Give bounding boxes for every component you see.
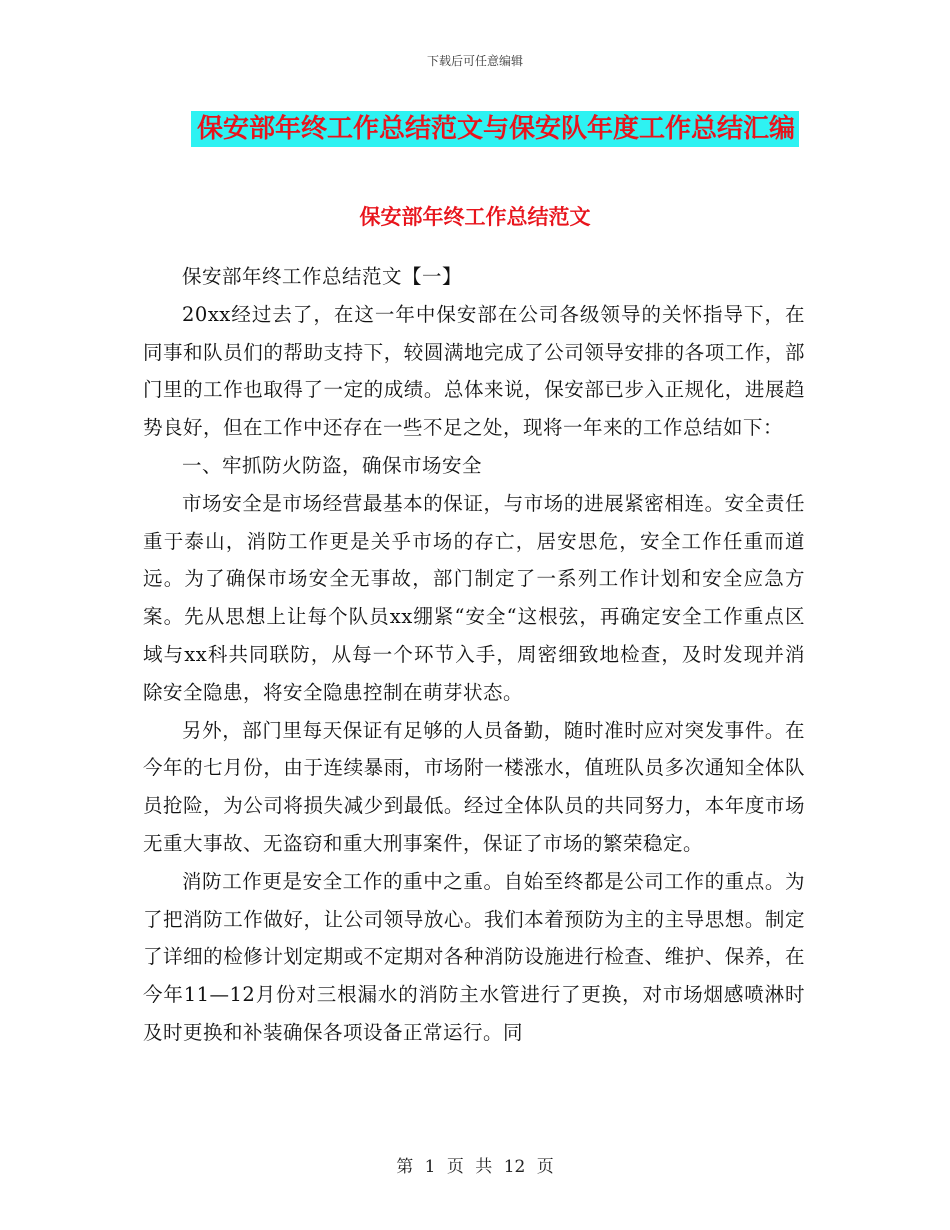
- paragraph-heading-one: 一、牢抓防火防盗，确保市场安全: [182, 453, 483, 477]
- main-title: 保安部年终工作总结范文与保安队年度工作总结汇编: [191, 111, 799, 147]
- document-body: [143, 220, 805, 1052]
- section-title: 保安部年终工作总结范文: [359, 205, 591, 229]
- title-spacer-2: [143, 240, 805, 258]
- paragraph-market-safety: 市场安全是市场经营最基本的保证，与市场的进展紧密相连。安全责任重于泰山，消防工作更是关乎市场的存亡，居安思危，安全工作任重而道远。为了确保市场安全无事故，部门制定了一系列工作计划和安全应急方案。先从思想上让每个队员xx绷紧“安全“这根弦，再确定安全工作重点区域与xx科共同联防，从每一个环节入手，周密细致地检查，及时发现并消除安全隐患，将安全隐患控制在萌芽状态。: [143, 491, 805, 704]
- title-spacer: [143, 220, 805, 240]
- paragraph-standby: 另外，部门里每天保证有足够的人员备勤，随时准时应对突发事件。在今年的七月份，由于连续暴雨，市场附一楼涨水，值班队员多次通知全体队员抢险，为公司将损失减少到最低。经过全体队员的共同努力，本年度市场无重大事故、无盗窃和重大刑事案件，保证了市场的繁荣稳定。: [143, 718, 805, 855]
- paragraph-fire-safety: 消防工作更是安全工作的重中之重。自始至终都是公司工作的重点。为了把消防工作做好，让公司领导放心。我们本着预防为主的主导思想。制定了详细的检修计划定期或不定期对各种消防设施进行检查、维护、保养，在今年11—12月份对三根漏水的消防主水管进行了更换，对市场烟感喷淋时及时更换和补装确保各项设备正常运行。同: [143, 869, 805, 1044]
- subtitle-paragraph: 保安部年终工作总结范文【一】: [182, 265, 463, 288]
- page-header-note: 下载后可任意编辑: [426, 54, 523, 68]
- paragraph-intro: 20xx经过去了，在这一年中保安部在公司各级领导的关怀指导下，在同事和队员们的帮助支持下，较圆满地完成了公司领导安排的各项工作，部门里的工作也取得了一定的成绩。总体来说，保安部已步入正规化，进展趋势良好，但在工作中还存在一些不足之处，现将一年来的工作总结如下：: [143, 302, 805, 440]
- page-number: 第 1 页 共 12 页: [396, 1157, 554, 1177]
- main-title-container: [0, 111, 950, 147]
